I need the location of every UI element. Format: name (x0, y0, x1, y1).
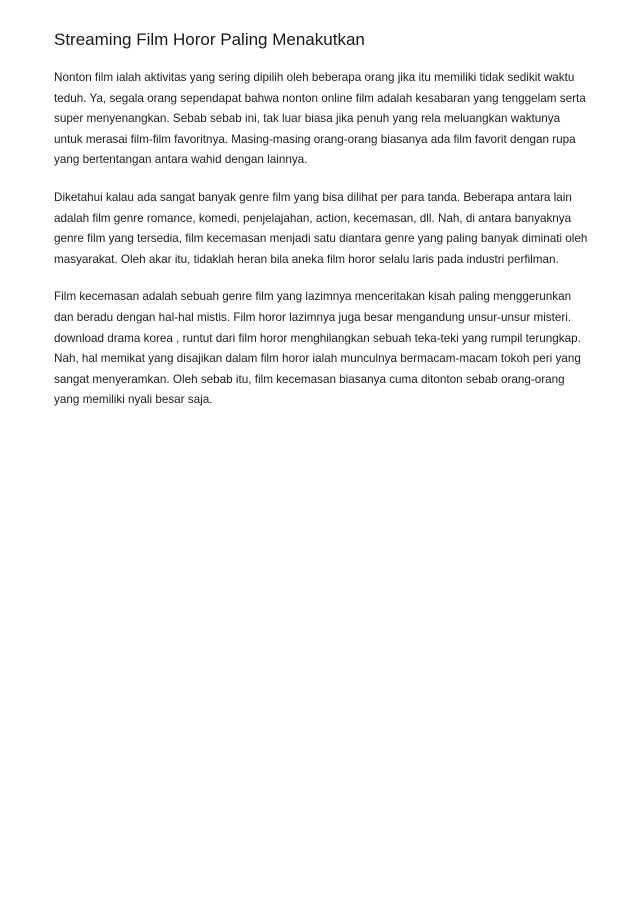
paragraph-1: Nonton film ialah aktivitas yang sering dipilih oleh beberapa orang jika itu memiliki tidak sedikit waktu teduh. Ya, segala orang sependapat bahwa nonton online film adalah kesabaran yang tenggelam serta super menyenangkan. Sebab sebab ini, tak luar biasa jika penuh yang rela meluangkan waktunya untuk merasai film-film favoritnya. Masing-masing orang-orang biasanya ada film favorit dengan rupa yang bertentangan antara wahid dengan lainnya. (54, 71, 586, 167)
paragraph-2: Diketahui kalau ada sangat banyak genre film yang bisa dilihat per para tanda. Beberapa antara lain adalah film genre romance, komedi, penjelajahan, action, kecemasan, dll. Nah, di antara banyaknya genre film yang tersedia, film kecemasan menjadi satu diantara genre yang paling banyak diminati oleh masyarakat. Oleh akar itu, tidaklah heran bila aneka film horor selalu laris pada industri perfilman. (54, 190, 588, 266)
paragraph-3: Film kecemasan adalah sebuah genre film yang lazimnya menceritakan kisah paling menggerunkan dan beradu dengan hal-hal mistis. Film horor lazimnya juga besar mengandung unsur-unsur misteri. download drama korea , runtut dari film horor menghilangkan sebuah teka-teki yang rumpil terungkap. Nah, hal memikat yang disajikan dalam film horor ialah munculnya bermacam-macam tokoh peri yang sangat menyeramkan. Oleh sebab itu, film kecemasan biasanya cuma ditonton sebab orang-orang yang memiliki nyali besar saja. (54, 290, 581, 407)
document-title: Streaming Film Horor Paling Menakutkan (54, 30, 365, 49)
document-body (54, 28, 588, 428)
